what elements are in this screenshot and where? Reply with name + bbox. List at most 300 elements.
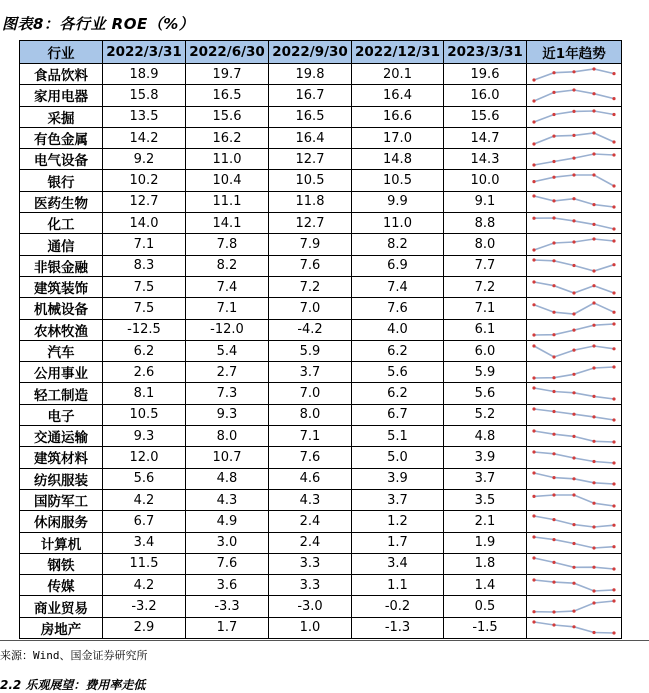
- header-2023-03-31: 2023/3/31: [444, 41, 527, 64]
- trend-point: [572, 456, 575, 459]
- trend-point: [612, 185, 615, 188]
- trend-cell: [527, 404, 622, 425]
- trend-point: [552, 476, 555, 479]
- roe-value-cell: 9.1: [444, 191, 527, 212]
- trend-point: [572, 391, 575, 394]
- trend-sparkline: [530, 619, 618, 636]
- industry-cell: 国防军工: [20, 489, 103, 510]
- trend-line: [534, 282, 614, 293]
- trend-cell: [527, 426, 622, 447]
- trend-sparkline: [530, 343, 618, 360]
- trend-point: [552, 176, 555, 179]
- roe-value-cell: 12.7: [269, 149, 352, 170]
- industry-cell: 房地产: [20, 617, 103, 638]
- trend-point: [592, 547, 595, 550]
- trend-cell: [527, 617, 622, 638]
- roe-value-cell: 11.0: [186, 149, 269, 170]
- trend-sparkline: [530, 406, 618, 423]
- header-2022-06-30: 2022/6/30: [186, 41, 269, 64]
- trend-sparkline: [530, 130, 618, 147]
- trend-point: [552, 91, 555, 94]
- trend-point: [612, 291, 615, 294]
- header-trend: 近1年趋势: [527, 41, 622, 64]
- roe-value-cell: 11.8: [269, 191, 352, 212]
- trend-point: [612, 419, 615, 422]
- roe-value-cell: 5.9: [444, 362, 527, 383]
- trend-point: [552, 311, 555, 314]
- trend-sparkline: [530, 449, 618, 466]
- trend-point: [552, 333, 555, 336]
- trend-point: [552, 260, 555, 263]
- trend-cell: [527, 489, 622, 510]
- trend-point: [592, 324, 595, 327]
- trend-cell: [527, 255, 622, 276]
- trend-point: [592, 223, 595, 226]
- roe-value-cell: 2.7: [186, 362, 269, 383]
- trend-point: [612, 397, 615, 400]
- industry-cell: 非银金融: [20, 255, 103, 276]
- trend-line: [534, 303, 614, 314]
- industry-cell: 医药生物: [20, 191, 103, 212]
- roe-value-cell: 14.0: [103, 213, 186, 234]
- roe-value-cell: 7.5: [103, 276, 186, 297]
- trend-cell: [527, 149, 622, 170]
- trend-point: [552, 452, 555, 455]
- trend-point: [532, 303, 535, 306]
- trend-point: [572, 626, 575, 629]
- trend-point: [532, 163, 535, 166]
- trend-point: [592, 481, 595, 484]
- table-row: [20, 340, 622, 361]
- trend-point: [532, 578, 535, 581]
- trend-point: [612, 568, 615, 571]
- trend-point: [612, 239, 615, 242]
- trend-cell: [527, 85, 622, 106]
- trend-point: [592, 152, 595, 155]
- trend-point: [552, 432, 555, 435]
- table-row: [20, 468, 622, 489]
- roe-value-cell: -1.5: [444, 617, 527, 638]
- trend-point: [592, 501, 595, 504]
- trend-sparkline: [530, 300, 618, 317]
- roe-value-cell: 7.6: [269, 447, 352, 468]
- trend-point: [612, 365, 615, 368]
- industry-cell: 计算机: [20, 532, 103, 553]
- roe-value-cell: 4.3: [186, 489, 269, 510]
- roe-value-cell: 13.5: [103, 106, 186, 127]
- trend-point: [592, 460, 595, 463]
- industry-cell: 电气设备: [20, 149, 103, 170]
- roe-value-cell: 14.3: [444, 149, 527, 170]
- roe-value-cell: 7.7: [444, 255, 527, 276]
- industry-cell: 家用电器: [20, 85, 103, 106]
- trend-cell: [527, 468, 622, 489]
- roe-value-cell: -3.2: [103, 596, 186, 617]
- trend-line: [534, 367, 614, 378]
- roe-value-cell: 4.9: [186, 511, 269, 532]
- roe-value-cell: 7.1: [444, 298, 527, 319]
- trend-point: [532, 408, 535, 411]
- roe-value-cell: 7.0: [269, 383, 352, 404]
- trend-sparkline: [530, 598, 618, 615]
- industry-cell: 化工: [20, 213, 103, 234]
- roe-value-cell: 9.3: [186, 404, 269, 425]
- roe-value-cell: 3.9: [444, 447, 527, 468]
- roe-value-cell: -4.2: [269, 319, 352, 340]
- roe-value-cell: 14.2: [103, 127, 186, 148]
- trend-sparkline: [530, 555, 618, 572]
- roe-value-cell: 7.8: [186, 234, 269, 255]
- trend-point: [552, 160, 555, 163]
- trend-point: [532, 494, 535, 497]
- trend-point: [592, 203, 595, 206]
- roe-value-cell: 6.2: [103, 340, 186, 361]
- roe-value-cell: 3.7: [269, 362, 352, 383]
- trend-cell: [527, 511, 622, 532]
- trend-point: [572, 174, 575, 177]
- trend-point: [532, 334, 535, 337]
- divider: [0, 640, 649, 641]
- trend-point: [572, 566, 575, 569]
- table-row: [20, 362, 622, 383]
- trend-point: [552, 561, 555, 564]
- trend-point: [592, 589, 595, 592]
- industry-cell: 商业贸易: [20, 596, 103, 617]
- roe-value-cell: 7.1: [269, 426, 352, 447]
- roe-value-cell: 8.2: [352, 234, 444, 255]
- trend-sparkline: [530, 364, 618, 381]
- table-row: [20, 234, 622, 255]
- roe-value-cell: 7.6: [186, 553, 269, 574]
- trend-point: [572, 240, 575, 243]
- trend-point: [572, 493, 575, 496]
- roe-table: [19, 40, 622, 639]
- trend-sparkline: [530, 108, 618, 125]
- roe-value-cell: 11.0: [352, 213, 444, 234]
- trend-point: [552, 113, 555, 116]
- roe-value-cell: 7.1: [103, 234, 186, 255]
- trend-point: [552, 538, 555, 541]
- roe-value-cell: 15.6: [444, 106, 527, 127]
- trend-point: [612, 311, 615, 314]
- roe-value-cell: 17.0: [352, 127, 444, 148]
- roe-value-cell: 6.1: [444, 319, 527, 340]
- roe-value-cell: 15.6: [186, 106, 269, 127]
- roe-value-cell: 5.6: [103, 468, 186, 489]
- table-row: [20, 170, 622, 191]
- trend-cell: [527, 383, 622, 404]
- table-row: [20, 426, 622, 447]
- trend-point: [552, 518, 555, 521]
- table-row: [20, 319, 622, 340]
- trend-cell: [527, 127, 622, 148]
- trend-cell: [527, 234, 622, 255]
- trend-sparkline: [530, 577, 618, 594]
- trend-sparkline: [530, 87, 618, 104]
- table-row: [20, 489, 622, 510]
- roe-value-cell: 6.2: [352, 340, 444, 361]
- industry-cell: 银行: [20, 170, 103, 191]
- trend-cell: [527, 553, 622, 574]
- industry-cell: 建筑材料: [20, 447, 103, 468]
- roe-value-cell: 2.6: [103, 362, 186, 383]
- trend-point: [572, 312, 575, 315]
- roe-value-cell: 1.7: [186, 617, 269, 638]
- source-note: 来源：Wind、国金证券研究所: [0, 649, 148, 662]
- trend-cell: [527, 106, 622, 127]
- roe-value-cell: 5.6: [444, 383, 527, 404]
- table-row: [20, 383, 622, 404]
- roe-value-cell: 6.7: [352, 404, 444, 425]
- trend-point: [592, 237, 595, 240]
- roe-value-cell: 12.7: [269, 213, 352, 234]
- trend-point: [532, 450, 535, 453]
- roe-value-cell: -0.2: [352, 596, 444, 617]
- table-row: [20, 617, 622, 638]
- header-2022-09-30: 2022/9/30: [269, 41, 352, 64]
- trend-point: [612, 72, 615, 75]
- roe-value-cell: 18.9: [103, 64, 186, 85]
- trend-cell: [527, 596, 622, 617]
- roe-value-cell: 3.5: [444, 489, 527, 510]
- roe-value-cell: -3.3: [186, 596, 269, 617]
- roe-value-cell: 7.2: [269, 276, 352, 297]
- roe-value-cell: 12.0: [103, 447, 186, 468]
- trend-point: [612, 599, 615, 602]
- roe-value-cell: 9.3: [103, 426, 186, 447]
- roe-value-cell: 11.5: [103, 553, 186, 574]
- trend-point: [572, 110, 575, 113]
- trend-cell: [527, 575, 622, 596]
- roe-value-cell: 3.4: [103, 532, 186, 553]
- table-row: [20, 447, 622, 468]
- header-industry: 行业: [20, 41, 103, 64]
- trend-point: [572, 198, 575, 201]
- roe-value-cell: 3.3: [269, 553, 352, 574]
- industry-cell: 钢铁: [20, 553, 103, 574]
- trend-sparkline: [530, 257, 618, 274]
- trend-cell: [527, 362, 622, 383]
- trend-point: [552, 71, 555, 74]
- roe-value-cell: 5.2: [444, 404, 527, 425]
- table-row: [20, 575, 622, 596]
- trend-cell: [527, 191, 622, 212]
- roe-value-cell: 4.2: [103, 489, 186, 510]
- trend-point: [592, 439, 595, 442]
- trend-point: [572, 542, 575, 545]
- trend-point: [592, 416, 595, 419]
- trend-point: [552, 610, 555, 613]
- table-row: [20, 276, 622, 297]
- trend-point: [612, 263, 615, 266]
- trend-point: [592, 601, 595, 604]
- trend-cell: [527, 447, 622, 468]
- industry-cell: 采掘: [20, 106, 103, 127]
- trend-point: [592, 270, 595, 273]
- roe-value-cell: 3.9: [352, 468, 444, 489]
- roe-value-cell: 2.4: [269, 511, 352, 532]
- trend-point: [552, 241, 555, 244]
- trend-point: [532, 195, 535, 198]
- roe-value-cell: 7.5: [103, 298, 186, 319]
- industry-cell: 机械设备: [20, 298, 103, 319]
- trend-point: [592, 67, 595, 70]
- next-section-heading: 2.2 乐观展望：费用率走低: [0, 678, 146, 692]
- trend-sparkline: [530, 215, 618, 232]
- trend-point: [552, 200, 555, 203]
- trend-point: [592, 174, 595, 177]
- industry-cell: 食品饮料: [20, 64, 103, 85]
- trend-point: [552, 284, 555, 287]
- trend-sparkline: [530, 470, 618, 487]
- roe-value-cell: 2.1: [444, 511, 527, 532]
- roe-value-cell: -1.3: [352, 617, 444, 638]
- trend-point: [552, 134, 555, 137]
- trend-point: [552, 390, 555, 393]
- roe-value-cell: 9.2: [103, 149, 186, 170]
- trend-point: [532, 610, 535, 613]
- roe-value-cell: 1.0: [269, 617, 352, 638]
- trend-point: [612, 440, 615, 443]
- table-row: [20, 149, 622, 170]
- roe-value-cell: 16.7: [269, 85, 352, 106]
- roe-value-cell: 4.2: [103, 575, 186, 596]
- roe-value-cell: 7.4: [352, 276, 444, 297]
- trend-line: [534, 175, 614, 186]
- roe-value-cell: 14.1: [186, 213, 269, 234]
- trend-point: [612, 483, 615, 486]
- trend-point: [572, 88, 575, 91]
- trend-point: [532, 472, 535, 475]
- roe-value-cell: 1.7: [352, 532, 444, 553]
- roe-value-cell: 5.1: [352, 426, 444, 447]
- trend-point: [532, 78, 535, 81]
- trend-sparkline: [530, 385, 618, 402]
- roe-value-cell: -12.0: [186, 319, 269, 340]
- trend-point: [532, 376, 535, 379]
- trend-sparkline: [530, 66, 618, 83]
- roe-value-cell: 8.0: [444, 234, 527, 255]
- trend-point: [572, 156, 575, 159]
- trend-point: [592, 631, 595, 634]
- roe-value-cell: 11.1: [186, 191, 269, 212]
- trend-point: [612, 632, 615, 635]
- roe-value-cell: 8.0: [269, 404, 352, 425]
- trend-cell: [527, 298, 622, 319]
- trend-point: [612, 523, 615, 526]
- trend-point: [612, 153, 615, 156]
- roe-value-cell: 7.4: [186, 276, 269, 297]
- trend-point: [552, 493, 555, 496]
- trend-point: [572, 70, 575, 73]
- trend-point: [532, 536, 535, 539]
- trend-point: [532, 386, 535, 389]
- roe-value-cell: 16.4: [352, 85, 444, 106]
- trend-point: [612, 113, 615, 116]
- trend-sparkline: [530, 193, 618, 210]
- roe-value-cell: 3.7: [352, 489, 444, 510]
- industry-cell: 建筑装饰: [20, 276, 103, 297]
- roe-value-cell: 6.2: [352, 383, 444, 404]
- trend-point: [532, 344, 535, 347]
- trend-point: [572, 133, 575, 136]
- roe-value-cell: 6.9: [352, 255, 444, 276]
- trend-point: [532, 180, 535, 183]
- roe-value-cell: 8.2: [186, 255, 269, 276]
- industry-cell: 汽车: [20, 340, 103, 361]
- trend-point: [532, 121, 535, 124]
- trend-cell: [527, 276, 622, 297]
- table-row: [20, 127, 622, 148]
- trend-sparkline: [530, 492, 618, 509]
- table-row: [20, 106, 622, 127]
- roe-value-cell: 6.7: [103, 511, 186, 532]
- roe-value-cell: 0.5: [444, 596, 527, 617]
- roe-value-cell: 1.2: [352, 511, 444, 532]
- trend-point: [552, 580, 555, 583]
- roe-value-cell: 3.7: [444, 468, 527, 489]
- trend-cell: [527, 319, 622, 340]
- roe-value-cell: 1.8: [444, 553, 527, 574]
- trend-point: [552, 216, 555, 219]
- trend-sparkline: [530, 236, 618, 253]
- roe-value-cell: 7.2: [444, 276, 527, 297]
- trend-point: [612, 227, 615, 230]
- roe-value-cell: 10.5: [103, 404, 186, 425]
- roe-value-cell: 20.1: [352, 64, 444, 85]
- trend-cell: [527, 532, 622, 553]
- trend-point: [572, 348, 575, 351]
- roe-value-cell: 3.6: [186, 575, 269, 596]
- roe-value-cell: 10.7: [186, 447, 269, 468]
- roe-value-cell: 9.9: [352, 191, 444, 212]
- industry-cell: 休闲服务: [20, 511, 103, 532]
- trend-point: [572, 329, 575, 332]
- table-row: [20, 64, 622, 85]
- roe-value-cell: 3.4: [352, 553, 444, 574]
- trend-point: [592, 395, 595, 398]
- roe-value-cell: 10.4: [186, 170, 269, 191]
- roe-value-cell: 4.3: [269, 489, 352, 510]
- roe-value-cell: 8.3: [103, 255, 186, 276]
- trend-point: [592, 131, 595, 134]
- roe-value-cell: 5.0: [352, 447, 444, 468]
- trend-sparkline: [530, 172, 618, 189]
- roe-value-cell: 16.6: [352, 106, 444, 127]
- trend-point: [532, 216, 535, 219]
- roe-value-cell: 16.5: [269, 106, 352, 127]
- trend-sparkline: [530, 151, 618, 168]
- table-row: [20, 553, 622, 574]
- trend-point: [532, 142, 535, 145]
- trend-point: [532, 248, 535, 251]
- roe-value-cell: 7.1: [186, 298, 269, 319]
- trend-point: [552, 376, 555, 379]
- table-row: [20, 404, 622, 425]
- trend-point: [612, 97, 615, 100]
- trend-cell: [527, 170, 622, 191]
- roe-value-cell: 4.8: [444, 426, 527, 447]
- trend-point: [592, 284, 595, 287]
- trend-point: [612, 461, 615, 464]
- trend-point: [532, 280, 535, 283]
- trend-point: [572, 434, 575, 437]
- roe-value-cell: 14.7: [444, 127, 527, 148]
- trend-cell: [527, 340, 622, 361]
- trend-line: [534, 495, 614, 506]
- industry-cell: 通信: [20, 234, 103, 255]
- trend-point: [572, 291, 575, 294]
